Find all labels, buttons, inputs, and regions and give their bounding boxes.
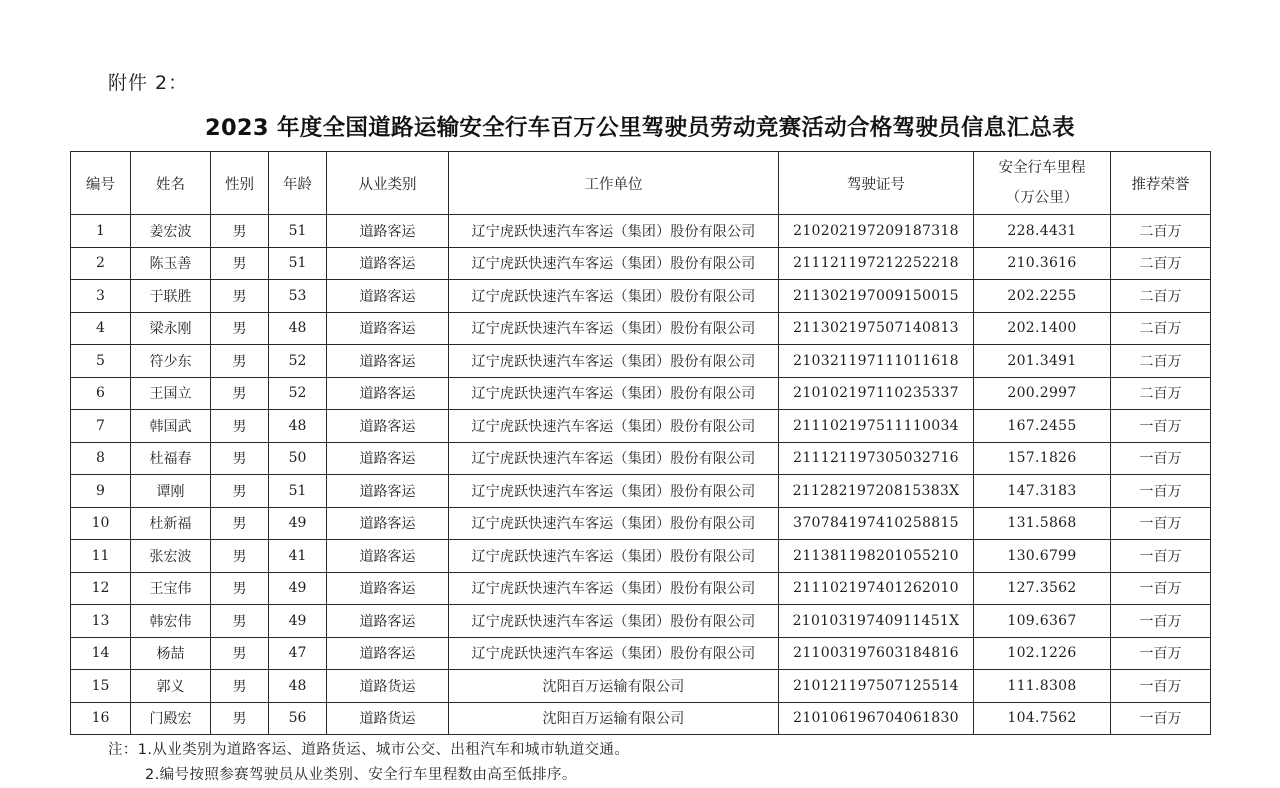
cell-name: 杜福春 (131, 442, 211, 475)
cell-no: 5 (71, 345, 131, 378)
cell-honor: 二百万 (1111, 247, 1211, 280)
cell-no: 8 (71, 442, 131, 475)
header-license: 驾驶证号 (779, 152, 974, 215)
cell-gender: 男 (211, 312, 269, 345)
cell-license: 211102197401262010 (779, 572, 974, 605)
header-mileage-line2: （万公里） (1005, 190, 1079, 206)
cell-license: 211003197603184816 (779, 637, 974, 670)
cell-license: 370784197410258815 (779, 507, 974, 540)
cell-employer: 辽宁虎跃快速汽车客运（集团）股份有限公司 (449, 247, 779, 280)
table-row (71, 702, 1211, 735)
cell-honor: 一百万 (1111, 442, 1211, 475)
cell-mileage: 147.3183 (974, 475, 1111, 508)
cell-license: 211381198201055210 (779, 540, 974, 573)
cell-mileage: 157.1826 (974, 442, 1111, 475)
cell-license: 210202197209187318 (779, 215, 974, 248)
cell-mileage: 104.7562 (974, 702, 1111, 735)
table-row (71, 442, 1211, 475)
cell-honor: 一百万 (1111, 540, 1211, 573)
cell-gender: 男 (211, 442, 269, 475)
cell-no: 4 (71, 312, 131, 345)
cell-category: 道路客运 (327, 410, 449, 443)
header-mileage-line1: 安全行车里程 (998, 160, 1086, 176)
cell-name: 郭义 (131, 670, 211, 703)
header-category: 从业类别 (327, 152, 449, 215)
cell-name: 门殿宏 (131, 702, 211, 735)
cell-mileage: 111.8308 (974, 670, 1111, 703)
cell-category: 道路货运 (327, 670, 449, 703)
table-row (71, 247, 1211, 280)
cell-name: 陈玉善 (131, 247, 211, 280)
cell-employer: 辽宁虎跃快速汽车客运（集团）股份有限公司 (449, 572, 779, 605)
notes (108, 738, 629, 788)
table-body (71, 215, 1211, 735)
cell-employer: 辽宁虎跃快速汽车客运（集团）股份有限公司 (449, 605, 779, 638)
cell-no: 15 (71, 670, 131, 703)
cell-gender: 男 (211, 410, 269, 443)
cell-honor: 一百万 (1111, 572, 1211, 605)
table-row (71, 312, 1211, 345)
cell-no: 1 (71, 215, 131, 248)
cell-name: 杨喆 (131, 637, 211, 670)
cell-mileage: 131.5868 (974, 507, 1111, 540)
cell-gender: 男 (211, 345, 269, 378)
table-row (71, 410, 1211, 443)
table-row (71, 280, 1211, 313)
cell-honor: 二百万 (1111, 280, 1211, 313)
cell-name: 王国立 (131, 377, 211, 410)
cell-name: 符少东 (131, 345, 211, 378)
cell-license: 210321197111011618 (779, 345, 974, 378)
cell-mileage: 200.2997 (974, 377, 1111, 410)
cell-license: 211121197212252218 (779, 247, 974, 280)
cell-gender: 男 (211, 540, 269, 573)
cell-gender: 男 (211, 605, 269, 638)
cell-employer: 辽宁虎跃快速汽车客运（集团）股份有限公司 (449, 377, 779, 410)
cell-license: 21010319740911451X (779, 605, 974, 638)
cell-gender: 男 (211, 670, 269, 703)
cell-name: 王宝伟 (131, 572, 211, 605)
cell-honor: 一百万 (1111, 605, 1211, 638)
cell-age: 48 (269, 410, 327, 443)
cell-age: 51 (269, 247, 327, 280)
cell-gender: 男 (211, 215, 269, 248)
table-row (71, 637, 1211, 670)
note-line-2: 2.编号按照参赛驾驶员从业类别、安全行车里程数由高至低排序。 (145, 767, 577, 783)
cell-category: 道路客运 (327, 572, 449, 605)
cell-mileage: 228.4431 (974, 215, 1111, 248)
cell-mileage: 210.3616 (974, 247, 1111, 280)
cell-name: 姜宏波 (131, 215, 211, 248)
cell-age: 41 (269, 540, 327, 573)
cell-age: 52 (269, 345, 327, 378)
cell-no: 13 (71, 605, 131, 638)
cell-license: 210106196704061830 (779, 702, 974, 735)
cell-employer: 辽宁虎跃快速汽车客运（集团）股份有限公司 (449, 507, 779, 540)
cell-employer: 辽宁虎跃快速汽车客运（集团）股份有限公司 (449, 345, 779, 378)
cell-mileage: 202.2255 (974, 280, 1111, 313)
cell-age: 49 (269, 507, 327, 540)
cell-honor: 一百万 (1111, 637, 1211, 670)
cell-gender: 男 (211, 377, 269, 410)
cell-license: 210102197110235337 (779, 377, 974, 410)
cell-license: 211102197511110034 (779, 410, 974, 443)
cell-category: 道路客运 (327, 475, 449, 508)
table-row (71, 572, 1211, 605)
header-row (71, 152, 1211, 215)
cell-gender: 男 (211, 507, 269, 540)
cell-license: 211302197009150015 (779, 280, 974, 313)
table-header (71, 152, 1211, 215)
cell-honor: 一百万 (1111, 670, 1211, 703)
cell-no: 14 (71, 637, 131, 670)
cell-age: 49 (269, 605, 327, 638)
cell-name: 谭刚 (131, 475, 211, 508)
cell-age: 52 (269, 377, 327, 410)
cell-gender: 男 (211, 637, 269, 670)
cell-name: 梁永刚 (131, 312, 211, 345)
header-gender: 性别 (211, 152, 269, 215)
cell-category: 道路客运 (327, 377, 449, 410)
cell-category: 道路客运 (327, 605, 449, 638)
cell-honor: 一百万 (1111, 507, 1211, 540)
cell-mileage: 201.3491 (974, 345, 1111, 378)
cell-gender: 男 (211, 572, 269, 605)
cell-honor: 二百万 (1111, 215, 1211, 248)
cell-no: 2 (71, 247, 131, 280)
table-row (71, 475, 1211, 508)
header-name: 姓名 (131, 152, 211, 215)
cell-category: 道路客运 (327, 540, 449, 573)
cell-license: 210121197507125514 (779, 670, 974, 703)
cell-age: 49 (269, 572, 327, 605)
cell-employer: 辽宁虎跃快速汽车客运（集团）股份有限公司 (449, 410, 779, 443)
cell-age: 51 (269, 215, 327, 248)
cell-employer: 辽宁虎跃快速汽车客运（集团）股份有限公司 (449, 312, 779, 345)
cell-no: 12 (71, 572, 131, 605)
cell-mileage: 127.3562 (974, 572, 1111, 605)
cell-name: 张宏波 (131, 540, 211, 573)
cell-age: 56 (269, 702, 327, 735)
cell-honor: 二百万 (1111, 345, 1211, 378)
cell-no: 7 (71, 410, 131, 443)
cell-no: 3 (71, 280, 131, 313)
cell-no: 9 (71, 475, 131, 508)
cell-category: 道路客运 (327, 312, 449, 345)
header-honor: 推荐荣誉 (1111, 152, 1211, 215)
header-employer: 工作单位 (449, 152, 779, 215)
cell-category: 道路客运 (327, 247, 449, 280)
cell-employer: 辽宁虎跃快速汽车客运（集团）股份有限公司 (449, 280, 779, 313)
cell-category: 道路客运 (327, 637, 449, 670)
cell-employer: 沈阳百万运输有限公司 (449, 702, 779, 735)
cell-no: 16 (71, 702, 131, 735)
table-row (71, 540, 1211, 573)
header-age: 年龄 (269, 152, 327, 215)
cell-age: 48 (269, 670, 327, 703)
cell-gender: 男 (211, 247, 269, 280)
cell-category: 道路客运 (327, 345, 449, 378)
cell-gender: 男 (211, 475, 269, 508)
cell-honor: 二百万 (1111, 312, 1211, 345)
cell-employer: 沈阳百万运输有限公司 (449, 670, 779, 703)
cell-license: 21128219720815383X (779, 475, 974, 508)
cell-no: 10 (71, 507, 131, 540)
cell-age: 47 (269, 637, 327, 670)
cell-age: 48 (269, 312, 327, 345)
cell-license: 211302197507140813 (779, 312, 974, 345)
cell-no: 6 (71, 377, 131, 410)
cell-name: 杜新福 (131, 507, 211, 540)
note-line-1: 注：1.从业类别为道路客运、道路货运、城市公交、出租汽车和城市轨道交通。 (108, 742, 630, 758)
header-no: 编号 (71, 152, 131, 215)
cell-name: 于联胜 (131, 280, 211, 313)
table-row (71, 377, 1211, 410)
cell-category: 道路客运 (327, 280, 449, 313)
cell-category: 道路客运 (327, 215, 449, 248)
cell-license: 211121197305032716 (779, 442, 974, 475)
cell-honor: 一百万 (1111, 475, 1211, 508)
cell-mileage: 130.6799 (974, 540, 1111, 573)
cell-honor: 一百万 (1111, 410, 1211, 443)
cell-mileage: 202.1400 (974, 312, 1111, 345)
cell-employer: 辽宁虎跃快速汽车客运（集团）股份有限公司 (449, 540, 779, 573)
cell-employer: 辽宁虎跃快速汽车客运（集团）股份有限公司 (449, 442, 779, 475)
cell-gender: 男 (211, 702, 269, 735)
cell-mileage: 102.1226 (974, 637, 1111, 670)
cell-age: 50 (269, 442, 327, 475)
table-row (71, 605, 1211, 638)
table-row (71, 345, 1211, 378)
cell-category: 道路客运 (327, 442, 449, 475)
cell-mileage: 167.2455 (974, 410, 1111, 443)
cell-honor: 二百万 (1111, 377, 1211, 410)
cell-no: 11 (71, 540, 131, 573)
driver-summary-table (70, 151, 1211, 735)
document-title: 2023 年度全国道路运输安全行车百万公里驾驶员劳动竞赛活动合格驾驶员信息汇总表 (205, 115, 1075, 141)
table-row (71, 670, 1211, 703)
cell-category: 道路客运 (327, 507, 449, 540)
cell-name: 韩国武 (131, 410, 211, 443)
cell-gender: 男 (211, 280, 269, 313)
table-row (71, 215, 1211, 248)
cell-employer: 辽宁虎跃快速汽车客运（集团）股份有限公司 (449, 637, 779, 670)
cell-employer: 辽宁虎跃快速汽车客运（集团）股份有限公司 (449, 215, 779, 248)
cell-honor: 一百万 (1111, 702, 1211, 735)
table-row (71, 507, 1211, 540)
cell-age: 53 (269, 280, 327, 313)
cell-mileage: 109.6367 (974, 605, 1111, 638)
cell-name: 韩宏伟 (131, 605, 211, 638)
attachment-label: 附件 2： (108, 72, 189, 94)
cell-employer: 辽宁虎跃快速汽车客运（集团）股份有限公司 (449, 475, 779, 508)
cell-category: 道路货运 (327, 702, 449, 735)
cell-age: 51 (269, 475, 327, 508)
header-mileage (974, 152, 1111, 215)
